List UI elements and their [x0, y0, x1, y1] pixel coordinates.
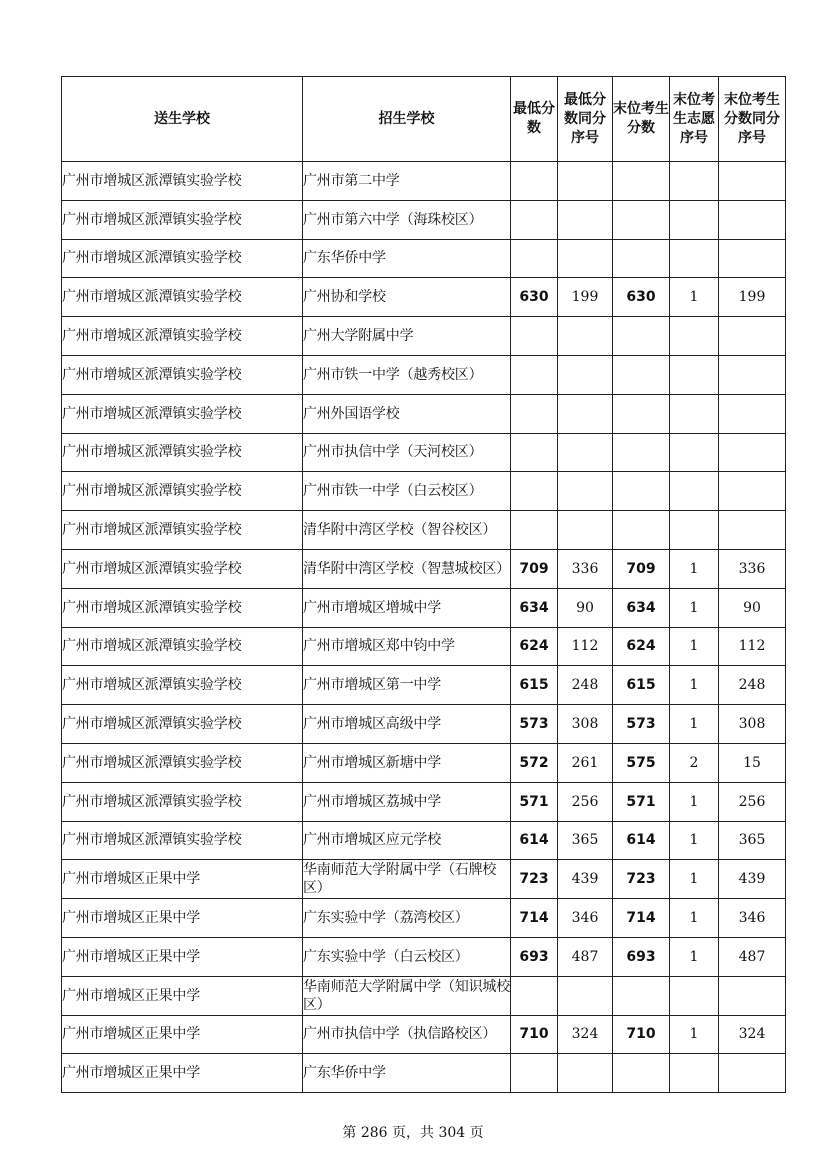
cell-send-school: 广州市增城区派潭镇实验学校 — [62, 705, 303, 744]
cell-send-school: 广州市增城区正果中学 — [62, 860, 303, 899]
table-row — [62, 743, 786, 782]
header-min-score-rank: 最低分数同分序号 — [558, 77, 613, 162]
table-row — [62, 705, 786, 744]
cell-last-score: 575 — [613, 743, 670, 782]
cell-admit-school: 广州市铁一中学（白云校区） — [303, 472, 511, 511]
cell-min-score-rank — [558, 200, 613, 239]
cell-send-school: 广州市增城区派潭镇实验学校 — [62, 627, 303, 666]
cell-admit-school: 广东华侨中学 — [303, 1054, 511, 1093]
cell-last-wish-no: 1 — [670, 899, 719, 938]
cell-last-wish-no — [670, 317, 719, 356]
cell-admit-school: 广州市增城区郑中钧中学 — [303, 627, 511, 666]
cell-last-score-rank — [719, 433, 786, 472]
cell-send-school: 广州市增城区派潭镇实验学校 — [62, 821, 303, 860]
cell-send-school: 广州市增城区派潭镇实验学校 — [62, 317, 303, 356]
cell-min-score: 709 — [511, 549, 558, 588]
cell-min-score: 723 — [511, 860, 558, 899]
cell-last-score: 693 — [613, 937, 670, 976]
cell-send-school: 广州市增城区派潭镇实验学校 — [62, 472, 303, 511]
cell-last-wish-no — [670, 433, 719, 472]
cell-min-score-rank — [558, 355, 613, 394]
cell-min-score: 572 — [511, 743, 558, 782]
table-row — [62, 860, 786, 899]
cell-send-school: 广州市增城区派潭镇实验学校 — [62, 782, 303, 821]
cell-min-score-rank — [558, 317, 613, 356]
cell-admit-school: 广州市增城区新塘中学 — [303, 743, 511, 782]
cell-last-score — [613, 511, 670, 550]
cell-last-score — [613, 162, 670, 201]
cell-min-score-rank: 439 — [558, 860, 613, 899]
cell-last-score-rank: 308 — [719, 705, 786, 744]
cell-send-school: 广州市增城区派潭镇实验学校 — [62, 162, 303, 201]
table-body — [62, 162, 786, 1093]
cell-last-wish-no: 1 — [670, 666, 719, 705]
cell-send-school: 广州市增城区派潭镇实验学校 — [62, 394, 303, 433]
cell-last-score: 630 — [613, 278, 670, 317]
cell-send-school: 广州市增城区派潭镇实验学校 — [62, 355, 303, 394]
cell-last-wish-no: 1 — [670, 937, 719, 976]
cell-min-score: 714 — [511, 899, 558, 938]
cell-last-score — [613, 355, 670, 394]
table-row — [62, 666, 786, 705]
table-row — [62, 627, 786, 666]
cell-min-score-rank: 324 — [558, 1015, 613, 1054]
cell-min-score-rank — [558, 433, 613, 472]
cell-min-score — [511, 239, 558, 278]
table-row — [62, 821, 786, 860]
cell-last-score: 615 — [613, 666, 670, 705]
cell-last-wish-no — [670, 511, 719, 550]
cell-last-score-rank — [719, 976, 786, 1015]
table-row — [62, 394, 786, 433]
cell-min-score-rank — [558, 239, 613, 278]
table-row — [62, 278, 786, 317]
cell-last-wish-no — [670, 239, 719, 278]
table-row — [62, 317, 786, 356]
table-row — [62, 1054, 786, 1093]
cell-min-score-rank: 365 — [558, 821, 613, 860]
cell-min-score-rank: 336 — [558, 549, 613, 588]
cell-last-wish-no — [670, 355, 719, 394]
cell-send-school: 广州市增城区派潭镇实验学校 — [62, 278, 303, 317]
header-min-score: 最低分数 — [511, 77, 558, 162]
cell-min-score — [511, 162, 558, 201]
cell-last-wish-no — [670, 162, 719, 201]
cell-admit-school: 清华附中湾区学校（智慧城校区） — [303, 549, 511, 588]
cell-min-score-rank: 346 — [558, 899, 613, 938]
cell-last-wish-no: 2 — [670, 743, 719, 782]
cell-min-score-rank: 112 — [558, 627, 613, 666]
cell-last-score — [613, 1054, 670, 1093]
cell-last-score-rank: 336 — [719, 549, 786, 588]
cell-admit-school: 广州外国语学校 — [303, 394, 511, 433]
cell-admit-school: 广州市增城区第一中学 — [303, 666, 511, 705]
cell-min-score — [511, 433, 558, 472]
cell-last-score: 614 — [613, 821, 670, 860]
cell-min-score-rank — [558, 394, 613, 433]
cell-admit-school: 清华附中湾区学校（智谷校区） — [303, 511, 511, 550]
cell-last-score — [613, 317, 670, 356]
cell-last-wish-no — [670, 976, 719, 1015]
cell-last-score-rank — [719, 394, 786, 433]
table-row — [62, 588, 786, 627]
cell-admit-school: 广州市执信中学（天河校区） — [303, 433, 511, 472]
header-last-score-rank: 末位考生分数同分序号 — [719, 77, 786, 162]
cell-last-score-rank — [719, 355, 786, 394]
cell-send-school: 广州市增城区派潭镇实验学校 — [62, 743, 303, 782]
cell-last-score-rank: 248 — [719, 666, 786, 705]
table-row — [62, 355, 786, 394]
cell-last-score: 573 — [613, 705, 670, 744]
admission-table — [61, 76, 786, 1093]
cell-min-score — [511, 976, 558, 1015]
cell-admit-school: 广州市增城区应元学校 — [303, 821, 511, 860]
cell-last-score-rank — [719, 511, 786, 550]
cell-min-score — [511, 394, 558, 433]
cell-last-score-rank: 346 — [719, 899, 786, 938]
cell-send-school: 广州市增城区派潭镇实验学校 — [62, 666, 303, 705]
cell-last-wish-no: 1 — [670, 782, 719, 821]
cell-min-score: 630 — [511, 278, 558, 317]
header-last-wish-no: 末位考生志愿序号 — [670, 77, 719, 162]
cell-admit-school: 广东实验中学（荔湾校区） — [303, 899, 511, 938]
cell-last-wish-no: 1 — [670, 860, 719, 899]
cell-send-school: 广州市增城区派潭镇实验学校 — [62, 239, 303, 278]
cell-admit-school: 广州市增城区荔城中学 — [303, 782, 511, 821]
cell-last-score-rank: 256 — [719, 782, 786, 821]
cell-last-wish-no — [670, 200, 719, 239]
cell-min-score-rank: 308 — [558, 705, 613, 744]
table-row — [62, 549, 786, 588]
cell-min-score-rank: 256 — [558, 782, 613, 821]
table-row — [62, 472, 786, 511]
cell-send-school: 广州市增城区正果中学 — [62, 1015, 303, 1054]
cell-last-score-rank: 487 — [719, 937, 786, 976]
header-row — [62, 77, 786, 162]
cell-last-wish-no — [670, 472, 719, 511]
cell-last-score: 710 — [613, 1015, 670, 1054]
cell-min-score-rank: 248 — [558, 666, 613, 705]
cell-last-score-rank — [719, 472, 786, 511]
cell-min-score — [511, 317, 558, 356]
cell-min-score-rank — [558, 162, 613, 201]
cell-send-school: 广州市增城区派潭镇实验学校 — [62, 588, 303, 627]
cell-admit-school: 广州协和学校 — [303, 278, 511, 317]
cell-send-school: 广州市增城区派潭镇实验学校 — [62, 433, 303, 472]
cell-last-score-rank — [719, 1054, 786, 1093]
cell-send-school: 广州市增城区正果中学 — [62, 976, 303, 1015]
cell-min-score-rank: 90 — [558, 588, 613, 627]
cell-min-score — [511, 511, 558, 550]
cell-admit-school: 华南师范大学附属中学（知识城校区） — [303, 976, 511, 1015]
cell-last-score: 709 — [613, 549, 670, 588]
cell-last-score — [613, 976, 670, 1015]
cell-last-score-rank — [719, 200, 786, 239]
cell-admit-school: 广州市第二中学 — [303, 162, 511, 201]
cell-min-score: 614 — [511, 821, 558, 860]
cell-last-wish-no: 1 — [670, 1015, 719, 1054]
cell-admit-school: 广州市铁一中学（越秀校区） — [303, 355, 511, 394]
cell-last-wish-no: 1 — [670, 549, 719, 588]
cell-last-score-rank: 112 — [719, 627, 786, 666]
cell-min-score: 634 — [511, 588, 558, 627]
cell-min-score-rank — [558, 1054, 613, 1093]
table-row — [62, 1015, 786, 1054]
cell-last-score-rank: 90 — [719, 588, 786, 627]
cell-min-score-rank — [558, 976, 613, 1015]
cell-admit-school: 广州市增城区高级中学 — [303, 705, 511, 744]
cell-last-score — [613, 239, 670, 278]
cell-send-school: 广州市增城区派潭镇实验学校 — [62, 549, 303, 588]
cell-min-score-rank — [558, 472, 613, 511]
cell-last-wish-no: 1 — [670, 821, 719, 860]
cell-last-score — [613, 472, 670, 511]
cell-last-score: 571 — [613, 782, 670, 821]
cell-send-school: 广州市增城区正果中学 — [62, 937, 303, 976]
cell-last-score-rank: 365 — [719, 821, 786, 860]
cell-min-score: 624 — [511, 627, 558, 666]
cell-last-wish-no — [670, 394, 719, 433]
cell-min-score: 710 — [511, 1015, 558, 1054]
cell-last-score-rank — [719, 162, 786, 201]
cell-last-wish-no: 1 — [670, 588, 719, 627]
cell-min-score — [511, 355, 558, 394]
table-row — [62, 782, 786, 821]
table-row — [62, 239, 786, 278]
table-row — [62, 433, 786, 472]
cell-last-score — [613, 200, 670, 239]
admission-table-container — [61, 76, 785, 1093]
cell-min-score-rank: 261 — [558, 743, 613, 782]
cell-min-score — [511, 200, 558, 239]
cell-last-wish-no: 1 — [670, 627, 719, 666]
cell-admit-school: 广东华侨中学 — [303, 239, 511, 278]
cell-min-score-rank: 199 — [558, 278, 613, 317]
table-row — [62, 937, 786, 976]
cell-admit-school: 广州市增城区增城中学 — [303, 588, 511, 627]
cell-last-score-rank: 324 — [719, 1015, 786, 1054]
cell-min-score: 615 — [511, 666, 558, 705]
cell-send-school: 广州市增城区派潭镇实验学校 — [62, 511, 303, 550]
page-footer: 第 286 页，共 304 页 — [342, 1125, 484, 1141]
cell-admit-school: 广州市执信中学（执信路校区） — [303, 1015, 511, 1054]
cell-admit-school: 广东实验中学（白云校区） — [303, 937, 511, 976]
cell-last-score-rank: 15 — [719, 743, 786, 782]
cell-min-score — [511, 472, 558, 511]
header-last-score: 末位考生分数 — [613, 77, 670, 162]
cell-last-wish-no: 1 — [670, 278, 719, 317]
cell-last-score: 624 — [613, 627, 670, 666]
table-row — [62, 200, 786, 239]
cell-last-score: 723 — [613, 860, 670, 899]
cell-admit-school: 广州市第六中学（海珠校区） — [303, 200, 511, 239]
table-row — [62, 976, 786, 1015]
cell-send-school: 广州市增城区正果中学 — [62, 899, 303, 938]
cell-last-score-rank: 199 — [719, 278, 786, 317]
cell-last-score-rank: 439 — [719, 860, 786, 899]
cell-min-score-rank: 487 — [558, 937, 613, 976]
header-send-school: 送生学校 — [62, 77, 303, 162]
cell-send-school: 广州市增城区正果中学 — [62, 1054, 303, 1093]
cell-admit-school: 广州大学附属中学 — [303, 317, 511, 356]
cell-last-wish-no: 1 — [670, 705, 719, 744]
cell-min-score: 693 — [511, 937, 558, 976]
cell-last-score: 714 — [613, 899, 670, 938]
cell-last-score-rank — [719, 317, 786, 356]
cell-admit-school: 华南师范大学附属中学（石牌校区） — [303, 860, 511, 899]
cell-last-score — [613, 433, 670, 472]
table-row — [62, 511, 786, 550]
cell-send-school: 广州市增城区派潭镇实验学校 — [62, 200, 303, 239]
header-admit-school: 招生学校 — [303, 77, 511, 162]
table-row — [62, 162, 786, 201]
cell-last-wish-no — [670, 1054, 719, 1093]
cell-min-score — [511, 1054, 558, 1093]
cell-min-score-rank — [558, 511, 613, 550]
cell-min-score: 571 — [511, 782, 558, 821]
table-row — [62, 899, 786, 938]
cell-min-score: 573 — [511, 705, 558, 744]
cell-last-score — [613, 394, 670, 433]
cell-last-score: 634 — [613, 588, 670, 627]
cell-last-score-rank — [719, 239, 786, 278]
